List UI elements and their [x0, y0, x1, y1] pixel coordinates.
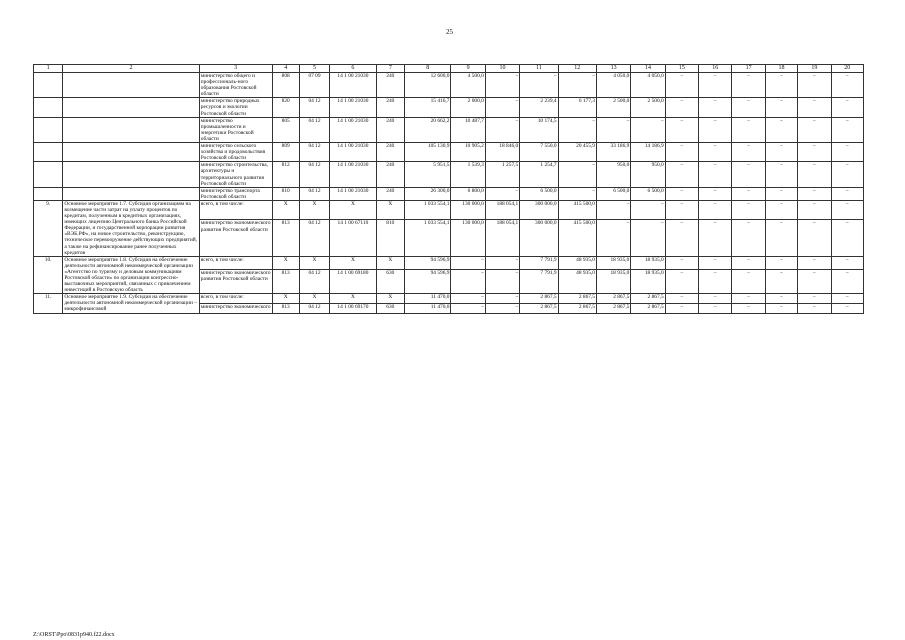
value-cell: 810 [272, 187, 299, 200]
value-cell: – [665, 269, 698, 293]
col-header: 2 [63, 65, 199, 73]
value-cell: 2 239,4 [520, 98, 558, 117]
value-cell: – [732, 220, 765, 256]
value-cell: – [798, 98, 831, 117]
value-cell: 820 [272, 98, 299, 117]
value-cell: – [699, 98, 732, 117]
value-cell: 6 800,0 [451, 187, 485, 200]
value-cell: – [699, 256, 732, 269]
value-cell: – [665, 98, 698, 117]
value-cell: – [798, 143, 831, 162]
executor-cell: министерство промышленности и энергетики Ростовской области [199, 117, 272, 142]
value-cell: – [485, 117, 519, 142]
col-header: 18 [765, 65, 797, 73]
row-number-cell: 9. [34, 200, 63, 256]
value-cell: 240 [376, 143, 404, 162]
value-cell: 14 186,9 [631, 143, 665, 162]
value-cell: 04 12 [299, 117, 329, 142]
value-cell: 300 000,0 [520, 200, 558, 220]
value-cell: – [485, 303, 519, 313]
value-cell: 04 12 [299, 143, 329, 162]
value-cell: – [765, 187, 797, 200]
value-cell: 7 791,9 [520, 269, 558, 293]
table-row [34, 98, 864, 117]
col-header: 20 [831, 65, 864, 73]
row-title-cell [63, 117, 199, 142]
value-cell: 18 935,0 [631, 269, 665, 293]
col-header: 19 [798, 65, 831, 73]
col-header: 7 [376, 65, 404, 73]
value-cell: 2 867,5 [597, 294, 631, 304]
col-header: 14 [631, 65, 665, 73]
value-cell: Х [272, 200, 299, 220]
value-cell: Х [330, 256, 377, 269]
value-cell: 1 033 554,1 [404, 200, 451, 220]
value-cell: 18 846,0 [485, 143, 519, 162]
value-cell: – [665, 73, 698, 98]
value-cell: 2 867,5 [558, 294, 596, 304]
value-cell: 813 [272, 269, 299, 293]
value-cell: 105 130,9 [404, 143, 451, 162]
value-cell: – [665, 294, 698, 304]
col-header: 10 [485, 65, 519, 73]
value-cell: 20 455,9 [558, 143, 596, 162]
value-cell: – [831, 220, 864, 256]
value-cell: 240 [376, 73, 404, 98]
value-cell: – [831, 303, 864, 313]
value-cell: – [765, 294, 797, 304]
row-title-cell [63, 187, 199, 200]
value-cell: 14 1 00 21030 [330, 143, 377, 162]
value-cell: – [798, 73, 831, 98]
row-number-cell: 11. [34, 294, 63, 313]
value-cell: 240 [376, 162, 404, 187]
value-cell: 2 500,0 [631, 98, 665, 117]
value-cell: 2 867,5 [520, 294, 558, 304]
value-cell: 188 054,1 [485, 220, 519, 256]
value-cell: – [558, 162, 596, 187]
value-cell: Х [330, 200, 377, 220]
value-cell: 2 500,0 [597, 98, 631, 117]
executor-cell: министерство экономического [199, 303, 272, 313]
value-cell: 2 000,0 [451, 98, 485, 117]
value-cell: 808 [272, 73, 299, 98]
row-title-cell [63, 98, 199, 117]
value-cell: – [485, 294, 519, 304]
value-cell: – [798, 187, 831, 200]
row-number-cell [34, 117, 63, 142]
value-cell: 18 935,0 [597, 256, 631, 269]
value-cell: 130 000,0 [451, 200, 485, 220]
value-cell: 94 596,9 [404, 256, 451, 269]
value-cell: – [665, 187, 698, 200]
value-cell: 14 1 00 69170 [330, 303, 377, 313]
value-cell: – [732, 117, 765, 142]
value-cell: 48 935,0 [558, 269, 596, 293]
value-cell: – [765, 269, 797, 293]
value-cell: – [699, 200, 732, 220]
value-cell: – [699, 220, 732, 256]
value-cell: – [798, 117, 831, 142]
value-cell: – [732, 73, 765, 98]
table-row [34, 117, 864, 142]
col-header: 12 [558, 65, 596, 73]
table-row [34, 187, 864, 200]
value-cell: 10 487,7 [451, 117, 485, 142]
col-header: 3 [199, 65, 272, 73]
value-cell: – [597, 220, 631, 256]
value-cell: 04 12 [299, 187, 329, 200]
value-cell: – [665, 200, 698, 220]
col-header: 17 [732, 65, 765, 73]
value-cell: 415 500,0 [558, 220, 596, 256]
row-number-cell [34, 98, 63, 117]
value-cell: – [485, 98, 519, 117]
value-cell: – [699, 303, 732, 313]
table-row [34, 162, 864, 187]
col-header: 5 [299, 65, 329, 73]
row-title-cell [63, 73, 199, 98]
value-cell: 810 [376, 220, 404, 256]
value-cell: – [597, 117, 631, 142]
value-cell: – [485, 269, 519, 293]
value-cell: 300 000,0 [520, 220, 558, 256]
value-cell: – [699, 187, 732, 200]
value-cell: 2 867,5 [558, 303, 596, 313]
value-cell: 6 500,0 [631, 187, 665, 200]
value-cell: 950,0 [631, 162, 665, 187]
value-cell: 04 12 [299, 220, 329, 256]
executor-cell: министерство сельского хозяйства и продовольствия Ростовской области [199, 143, 272, 162]
value-cell: – [699, 117, 732, 142]
value-cell: – [631, 200, 665, 220]
value-cell: – [798, 220, 831, 256]
value-cell: – [665, 143, 698, 162]
row-title-cell: Основное мероприятие 1.9. Субсидия на обеспечение деятельности автономной некоммерческой организации – микрофинансовой [63, 294, 199, 313]
value-cell: – [732, 269, 765, 293]
value-cell: 6 500,0 [520, 187, 558, 200]
value-cell: 4 050,0 [631, 73, 665, 98]
value-cell: – [451, 269, 485, 293]
col-header: 16 [699, 65, 732, 73]
value-cell: Х [376, 200, 404, 220]
value-cell: 5 951,5 [404, 162, 451, 187]
value-cell: 04 12 [299, 303, 329, 313]
executor-cell: всего, в том числе: [199, 200, 272, 220]
value-cell: 11 470,0 [404, 303, 451, 313]
value-cell: – [665, 117, 698, 142]
value-cell: – [765, 73, 797, 98]
value-cell: 630 [376, 269, 404, 293]
col-header: 9 [451, 65, 485, 73]
value-cell: – [699, 269, 732, 293]
value-cell: – [798, 162, 831, 187]
value-cell: – [732, 143, 765, 162]
value-cell: 6 500,0 [597, 187, 631, 200]
executor-cell: министерство транспорта Ростовской области [199, 187, 272, 200]
value-cell: 14 1 00 67110 [330, 220, 377, 256]
value-cell: 04 12 [299, 162, 329, 187]
value-cell: 813 [272, 220, 299, 256]
table-row [34, 73, 864, 98]
value-cell: – [665, 303, 698, 313]
value-cell: – [765, 98, 797, 117]
value-cell: 18 935,0 [631, 256, 665, 269]
value-cell: – [699, 143, 732, 162]
table-row [34, 256, 864, 269]
value-cell: 10 174,5 [520, 117, 558, 142]
value-cell: 07 09 [299, 73, 329, 98]
value-cell: – [798, 269, 831, 293]
row-number-cell: 10. [34, 256, 63, 294]
value-cell: – [831, 256, 864, 269]
value-cell: – [451, 294, 485, 304]
value-cell: 15 416,7 [404, 98, 451, 117]
value-cell: 4 050,0 [597, 73, 631, 98]
value-cell: 04 12 [299, 269, 329, 293]
value-cell: – [451, 303, 485, 313]
value-cell: 809 [272, 143, 299, 162]
value-cell: 14 1 00 21030 [330, 73, 377, 98]
value-cell: 805 [272, 117, 299, 142]
value-cell: 14 1 00 21030 [330, 98, 377, 117]
row-number-cell [34, 73, 63, 98]
table-row [34, 294, 864, 304]
value-cell: – [558, 73, 596, 98]
value-cell: – [665, 220, 698, 256]
value-cell: – [831, 143, 864, 162]
page-number: 25 [446, 28, 453, 36]
value-cell: – [831, 269, 864, 293]
value-cell: 130 000,0 [451, 220, 485, 256]
value-cell: 240 [376, 187, 404, 200]
table-row [34, 143, 864, 162]
value-cell: 1 539,3 [451, 162, 485, 187]
budget-table [33, 64, 864, 314]
row-title-cell [63, 143, 199, 162]
value-cell: – [451, 256, 485, 269]
value-cell: 11 470,0 [404, 294, 451, 304]
executor-cell: всего, в том числе: [199, 294, 272, 304]
value-cell: – [485, 187, 519, 200]
value-cell: – [831, 200, 864, 220]
value-cell: – [485, 256, 519, 269]
value-cell: – [732, 294, 765, 304]
value-cell: – [765, 162, 797, 187]
value-cell: 48 935,0 [558, 256, 596, 269]
value-cell: Х [376, 256, 404, 269]
row-number-cell [34, 187, 63, 200]
col-header: 1 [34, 65, 63, 73]
value-cell: 1 254,7 [520, 162, 558, 187]
value-cell: 630 [376, 303, 404, 313]
value-cell: 33 186,9 [597, 143, 631, 162]
value-cell: 2 867,5 [631, 294, 665, 304]
executor-cell: министерство общего и профессиональ-ного образования Ростовской области [199, 73, 272, 98]
executor-cell: всего, в том числе: [199, 256, 272, 269]
row-title-cell: Основное мероприятие 1.7. Субсидия организациям на возмещение части затрат на уплату процентов по кредитам, полученным в кредитных организациях, имеющих лицензию Центрального банка Российской Федерации, и государственной корпорации развития «ВЭБ.РФ», на новое строительство, реконструкцию, техническое перевооружение действующих предприятий, а также на рефинансирование ранее полученных кредитов [63, 200, 199, 256]
value-cell: 14 1 00 21030 [330, 162, 377, 187]
value-cell: 415 500,0 [558, 200, 596, 220]
value-cell: 10 905,2 [451, 143, 485, 162]
value-cell: 1 033 554,1 [404, 220, 451, 256]
value-cell: 18 935,0 [597, 269, 631, 293]
col-header: 13 [597, 65, 631, 73]
value-cell: 20 662,2 [404, 117, 451, 142]
value-cell: – [765, 220, 797, 256]
row-number-cell [34, 162, 63, 187]
value-cell: – [831, 187, 864, 200]
value-cell: – [699, 294, 732, 304]
value-cell: – [732, 303, 765, 313]
value-cell: – [831, 162, 864, 187]
value-cell: – [831, 294, 864, 304]
value-cell: – [631, 220, 665, 256]
value-cell: – [597, 200, 631, 220]
value-cell: 7 791,9 [520, 256, 558, 269]
executor-cell: министерство строительства, архитектуры и территориального развития Ростовской области [199, 162, 272, 187]
value-cell: – [765, 117, 797, 142]
value-cell: 4 500,0 [451, 73, 485, 98]
value-cell: – [699, 162, 732, 187]
value-cell: Х [299, 200, 329, 220]
value-cell: – [520, 73, 558, 98]
value-cell: – [732, 98, 765, 117]
value-cell: 950,0 [597, 162, 631, 187]
value-cell: 240 [376, 117, 404, 142]
value-cell: 26 300,0 [404, 187, 451, 200]
value-cell: – [631, 117, 665, 142]
value-cell: – [798, 303, 831, 313]
value-cell: 813 [272, 303, 299, 313]
row-number-cell [34, 143, 63, 162]
value-cell: – [485, 73, 519, 98]
value-cell: Х [299, 256, 329, 269]
col-header: 4 [272, 65, 299, 73]
executor-cell: министерство природных ресурсов и экологии Ростовской области [199, 98, 272, 117]
value-cell: – [765, 200, 797, 220]
value-cell: 14 1 00 69180 [330, 269, 377, 293]
executor-cell: министерство экономического развития Ростовской области [199, 269, 272, 293]
footer-path: Z:\ORST\Ppo\0831p940.f22.docx [33, 632, 115, 638]
value-cell: – [765, 303, 797, 313]
value-cell: 6 177,3 [558, 98, 596, 117]
value-cell: Х [376, 294, 404, 304]
col-header: 15 [665, 65, 698, 73]
value-cell: – [765, 256, 797, 269]
value-cell: – [699, 73, 732, 98]
value-cell: 04 12 [299, 98, 329, 117]
executor-cell: министерство экономического развития Ростовской области [199, 220, 272, 256]
value-cell: 1 257,5 [485, 162, 519, 187]
value-cell: 188 054,1 [485, 200, 519, 220]
header-row [34, 65, 864, 73]
value-cell: – [798, 294, 831, 304]
value-cell: 94 596,9 [404, 269, 451, 293]
value-cell: 2 867,5 [631, 303, 665, 313]
value-cell: 812 [272, 162, 299, 187]
col-header: 11 [520, 65, 558, 73]
value-cell: Х [299, 294, 329, 304]
value-cell: – [765, 143, 797, 162]
value-cell: – [831, 117, 864, 142]
value-cell: Х [272, 256, 299, 269]
value-cell: 14 1 00 21030 [330, 117, 377, 142]
value-cell: – [665, 256, 698, 269]
value-cell: 12 600,0 [404, 73, 451, 98]
value-cell: – [732, 200, 765, 220]
value-cell: – [558, 117, 596, 142]
row-title-cell: Основное мероприятие 1.8. Субсидия на обеспечение деятельности автономной некоммерческой организации «Агентство по туризму и деловым коммуникациям Ростовской области» по организации конгрессно-выставочных мероприятий, связанных с привлечением инвестиций в Ростовскую область [63, 256, 199, 294]
value-cell: – [558, 187, 596, 200]
value-cell: – [732, 256, 765, 269]
col-header: 8 [404, 65, 451, 73]
table-row [34, 200, 864, 220]
value-cell: 2 867,5 [520, 303, 558, 313]
row-title-cell [63, 162, 199, 187]
value-cell: 240 [376, 98, 404, 117]
value-cell: – [831, 98, 864, 117]
value-cell: – [798, 200, 831, 220]
value-cell: – [732, 187, 765, 200]
value-cell: – [798, 256, 831, 269]
value-cell: – [831, 73, 864, 98]
value-cell: – [665, 162, 698, 187]
value-cell: 2 867,5 [597, 303, 631, 313]
col-header: 6 [330, 65, 377, 73]
value-cell: 7 550,0 [520, 143, 558, 162]
value-cell: – [732, 162, 765, 187]
value-cell: Х [272, 294, 299, 304]
value-cell: 14 1 00 21030 [330, 187, 377, 200]
value-cell: Х [330, 294, 377, 304]
